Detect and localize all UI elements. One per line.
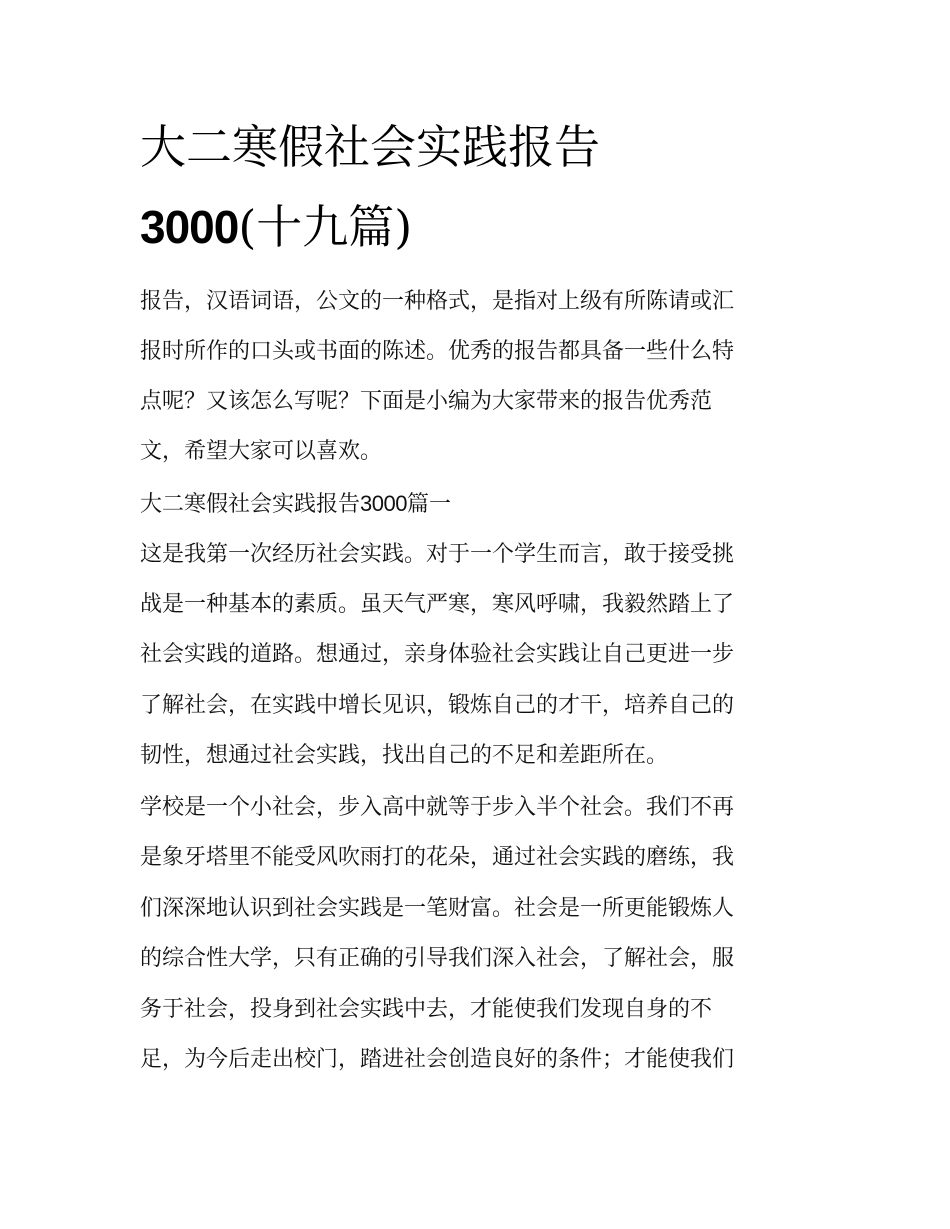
intro-line: 报告，汉语词语，公文的一种格式，是指对上级有所陈请或汇 xyxy=(140,289,735,314)
document-title-suffix: (十九篇) xyxy=(238,200,413,254)
document-title-line-2 xyxy=(140,198,412,256)
paragraph-2-line: 足，为今后走出校门，踏进社会创造良好的条件；才能使我们 xyxy=(140,1047,735,1072)
document-title-number: 3000 xyxy=(140,201,239,253)
paragraph-2-line: 务于社会，投身到社会实践中去，才能使我们发现自身的不 xyxy=(140,997,713,1022)
section-heading-number: 3000 xyxy=(360,491,407,516)
paragraph-1-line: 了解社会，在实践中增长见识，锻炼自己的才干，培养自己的 xyxy=(140,693,735,718)
paragraph-1-line: 社会实践的道路。想通过，亲身体验社会实践让自己更进一步 xyxy=(140,642,735,667)
intro-line: 文，希望大家可以喜欢。 xyxy=(140,439,383,464)
intro-line: 报时所作的口头或书面的陈述。优秀的报告都具备一些什么特 xyxy=(140,339,735,364)
paragraph-1-line: 战是一种基本的素质。虽天气严寒，寒风呼啸，我毅然踏上了 xyxy=(140,592,735,617)
paragraph-1-line: 这是我第一次经历社会实践。对于一个学生而言，敢于接受挑 xyxy=(140,542,735,567)
paragraph-2-line: 是象牙塔里不能受风吹雨打的花朵，通过社会实践的磨练，我 xyxy=(140,845,735,870)
intro-line: 点呢？又该怎么写呢？下面是小编为大家带来的报告优秀范 xyxy=(140,389,713,414)
section-heading-suffix: 篇一 xyxy=(406,492,451,517)
paragraph-2-line: 们深深地认识到社会实践是一笔财富。社会是一所更能锻炼人 xyxy=(140,896,735,921)
section-heading xyxy=(140,489,451,520)
paragraph-2-line: 的综合性大学，只有正确的引导我们深入社会，了解社会，服 xyxy=(140,946,735,971)
document-title-line-1: 大二寒假社会实践报告 xyxy=(140,120,600,174)
paragraph-2-line: 学校是一个小社会，步入高中就等于步入半个社会。我们不再 xyxy=(140,795,735,820)
section-heading-prefix: 大二寒假社会实践报告 xyxy=(140,492,361,517)
paragraph-1-line: 韧性，想通过社会实践，找出自己的不足和差距所在。 xyxy=(140,743,669,768)
